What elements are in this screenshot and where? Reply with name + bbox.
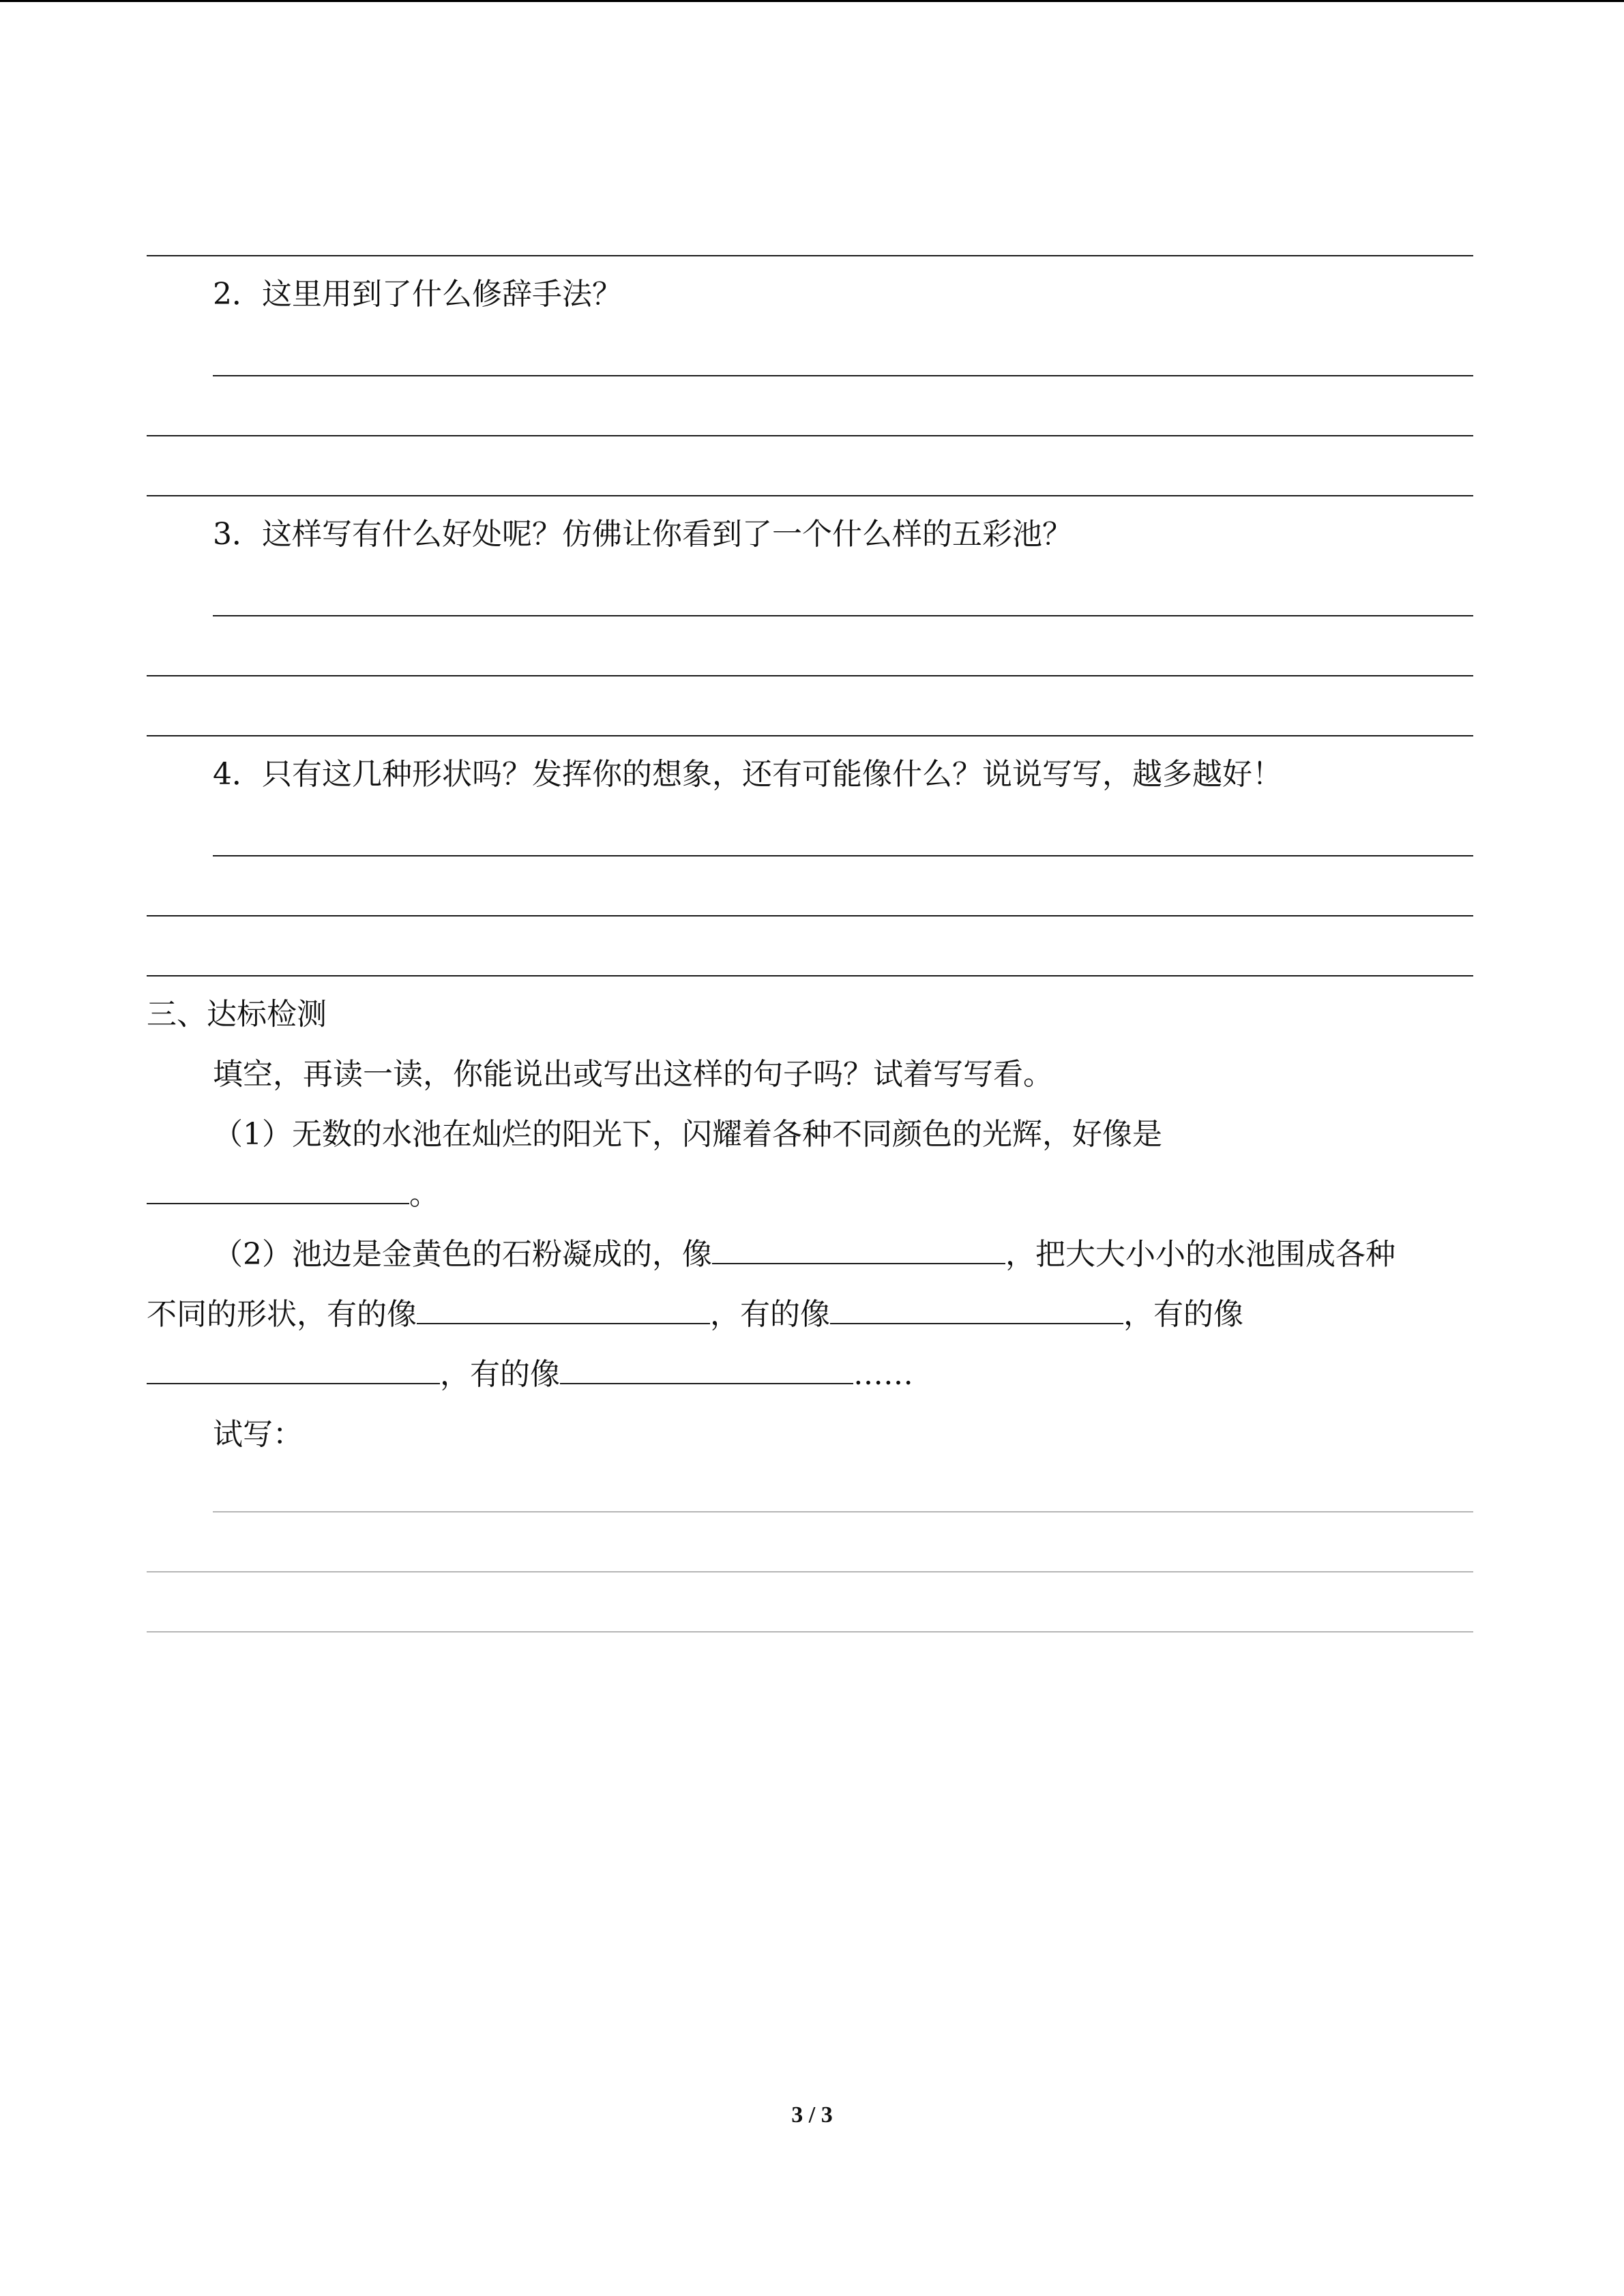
page-number: 3 / 3 xyxy=(791,2102,833,2128)
answer-line xyxy=(147,435,1473,436)
period: 。 xyxy=(409,1177,439,1212)
question-4: 4．只有这几种形状吗？发挥你的想象，还有可能像什么？说说写写，越多越好！ xyxy=(213,757,1282,792)
answer-line xyxy=(147,915,1473,916)
question-3: 3．这样写有什么好处呢？仿佛让你看到了一个什么样的五彩池？ xyxy=(213,517,1072,552)
writing-line xyxy=(147,1631,1473,1632)
fill-blank[interactable] xyxy=(560,1356,853,1384)
fill-blank[interactable] xyxy=(712,1236,1005,1264)
fill-blank[interactable] xyxy=(417,1296,710,1324)
writing-line xyxy=(213,1511,1473,1512)
fill-item-2-line-2: 不同的形状，有的像 ，有的像 ，有的像 xyxy=(147,1297,1243,1332)
fill-blank[interactable] xyxy=(830,1296,1123,1324)
fill-blank[interactable] xyxy=(147,1356,440,1384)
answer-line xyxy=(147,495,1473,496)
question-2: 2．这里用到了什么修辞手法？ xyxy=(213,277,622,312)
page-top-border xyxy=(0,0,1624,2)
fill-item-1-end xyxy=(147,1176,439,1214)
writing-line xyxy=(147,1571,1473,1572)
answer-line xyxy=(147,735,1473,736)
fill-blank[interactable] xyxy=(147,1176,409,1204)
answer-line xyxy=(213,375,1473,376)
fill-item-2-line-3: ，有的像 …… xyxy=(147,1356,913,1394)
section-instruction: 填空，再读一读，你能说出或写出这样的句子吗？试着写写看。 xyxy=(213,1057,1053,1092)
answer-line xyxy=(213,615,1473,616)
answer-line xyxy=(147,975,1473,976)
answer-line xyxy=(147,255,1473,256)
answer-line xyxy=(213,855,1473,856)
answer-line xyxy=(147,675,1473,676)
section-heading: 三、达标检测 xyxy=(147,997,327,1032)
try-writing-label: 试写： xyxy=(213,1417,303,1452)
fill-item-2-line-1: （2）池边是金黄色的石粉凝成的，像 ，把大大小小的水池围成各种 xyxy=(213,1237,1396,1272)
fill-item-1-text: （1）无数的水池在灿烂的阳光下，闪耀着各种不同颜色的光辉，好像是 xyxy=(213,1117,1162,1152)
